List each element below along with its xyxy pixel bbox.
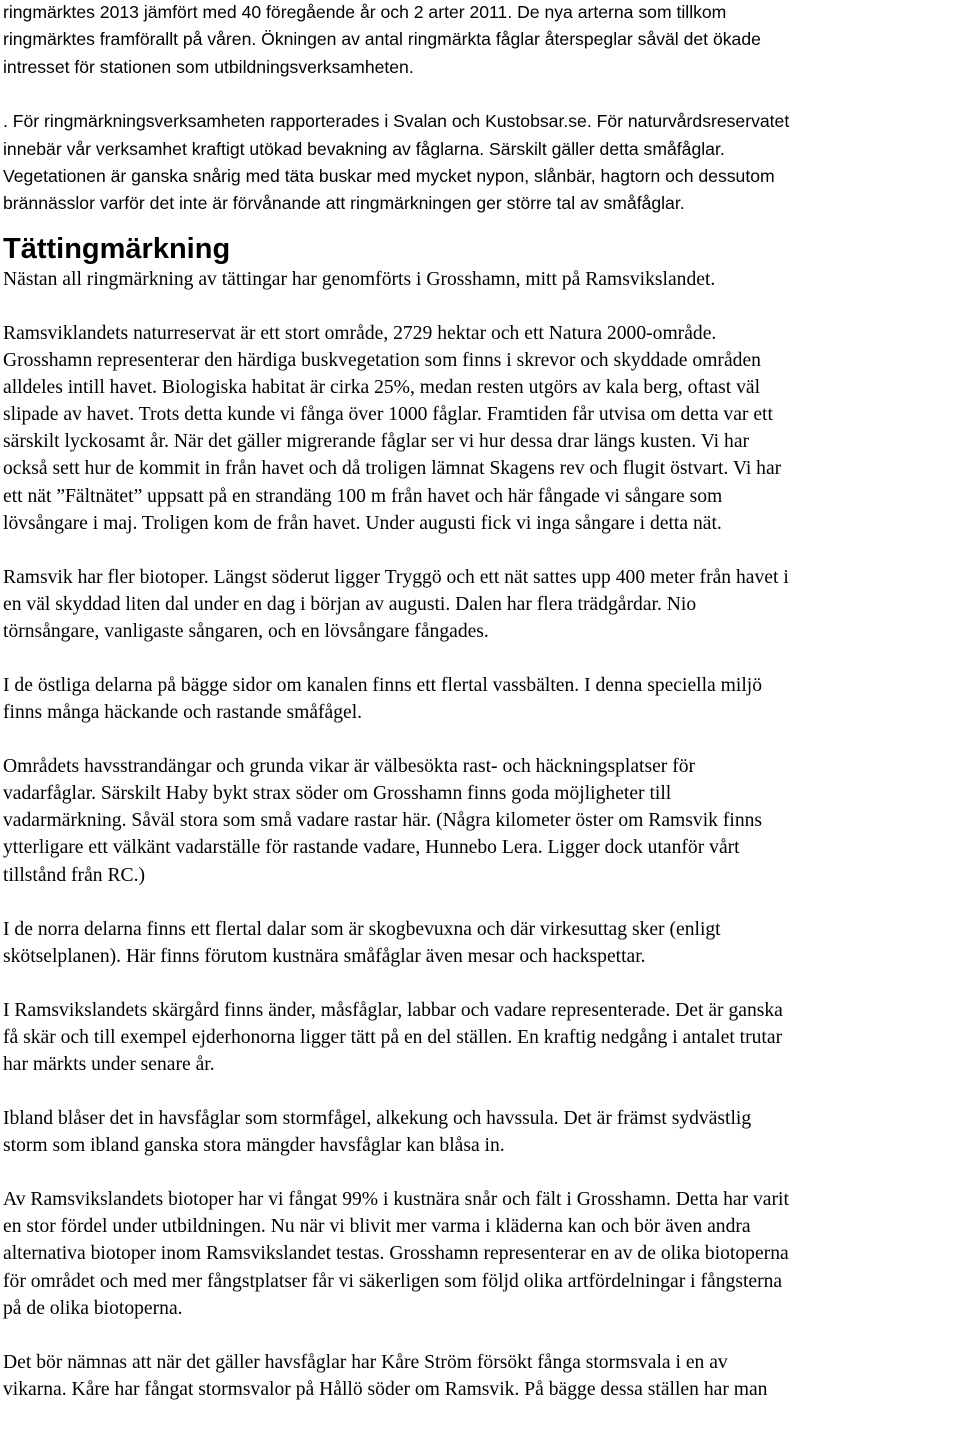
paragraph-reeds <box>3 672 957 726</box>
text-line: I de norra delarna finns ett flertal dalar som är skogbevuxna och där virkesuttag sker (enligt <box>3 918 721 940</box>
text-line: finns många häckande och rastande småfågel. <box>3 702 363 724</box>
reporting-paragraph <box>3 108 957 218</box>
text-line: Ibland blåser det in havsfåglar som stormfågel, alkekung och havssula. Det är främst sydvästlig <box>3 1108 752 1130</box>
section-heading: Tättingmärkning <box>3 232 231 265</box>
text-line: törnsångare, vanligaste sångaren, och en lövsångare fångades. <box>3 620 489 642</box>
text-line: alternativa biotoper inom Ramsvikslandet testas. Grosshamn representerar en av de olika biotoperna <box>3 1243 789 1265</box>
paragraph-catch-share <box>3 1186 957 1321</box>
text-line: intresset för stationen som utbildningsverksamheten. <box>3 56 414 77</box>
text-line: Grosshamn representerar den härdiga buskvegetation som finns i skrevor och skyddade områden <box>3 350 761 372</box>
paragraph-grosshamn <box>3 320 957 537</box>
text-line: Ramsvik har fler biotoper. Längst söderut ligger Tryggö och ett nät sattes upp 400 meter från havet i <box>3 566 789 588</box>
text-line: alldeles intill havet. Biologiska habitat är cirka 25%, medan resten utgörs av kala berg, oftast väl <box>3 377 761 399</box>
paragraph-biotopes <box>3 564 957 645</box>
text-line: slipade av havet. Trots detta kunde vi fånga över 1000 fåglar. Framtiden får utvisa om detta var ett <box>3 404 773 426</box>
text-line: en väl skyddad liten dal under en dag i början av augusti. Dalen har flera trädgårdar. Nio <box>3 593 697 615</box>
text-line: innebär vår verksamhet kraftigt utökad bevakning av fåglarna. Särskilt gäller detta småfåglar. <box>3 138 725 159</box>
text-line: få skär och till exempel ejderhonorna ligger tätt på en del ställen. En kraftig nedgång i antalet trutar <box>3 1026 783 1048</box>
text-line: vadarfåglar. Särskilt Haby bykt strax söder om Grosshamn finns goda möjligheter till <box>3 783 672 805</box>
text-line: ett nät ”Fältnätet” uppsatt på en strandäng 100 m från havet och här fångade vi sångare som <box>3 485 723 507</box>
text-line: Vegetationen är ganska snårig med täta buskar med mycket nypon, slånbär, hagtorn och dessutom <box>3 166 775 187</box>
text-line: Av Ramsvikslandets biotoper har vi fångat 99% i kustnära snår och fält i Grosshamn. Detta har varit <box>3 1189 789 1211</box>
text-line: Det bör nämnas att när det gäller havsfåglar har Kåre Ström försökt fånga stormsvala i en av <box>3 1351 728 1373</box>
paragraph-waders <box>3 753 957 888</box>
text-line: ringmärktes 2013 jämfört med 40 föregående år och 2 arter 2011. De nya arterna som tillkom <box>3 2 727 22</box>
text-line: en stor fördel under utbildningen. Nu när vi blivit mer varma i kläderna kan och bör även andra <box>3 1216 751 1238</box>
text-line: också sett hur de kommit in från havet och då troligen lämnat Skagens rev och flugit östvart. Vi har <box>3 458 782 480</box>
text-line: I Ramsvikslandets skärgård finns änder, måsfåglar, labbar och vadare representerade. Det är ganska <box>3 999 783 1021</box>
text-line: ringmärktes framförallt på våren. Ökningen av antal ringmärkta fåglar återspeglar såväl det ökade <box>3 29 761 50</box>
text-line: på de olika biotoperna. <box>3 1297 183 1319</box>
text-line: I de östliga delarna på bägge sidor om kanalen finns ett flertal vassbälten. I denna speciella miljö <box>3 674 762 696</box>
paragraph-archipelago <box>3 997 957 1078</box>
text-line: brännässlor varför det inte är förvånande att ringmärkningen ger större tal av småfåglar. <box>3 193 685 214</box>
text-line: tillstånd från RC.) <box>3 864 146 886</box>
text-line: Nästan all ringmärkning av tättingar har genomförts i Grosshamn, mitt på Ramsvikslandet. <box>3 268 716 290</box>
text-line: lövsångare i maj. Troligen kom de från havet. Under augusti fick vi inga sångare i detta nät. <box>3 512 722 534</box>
text-line: storm som ibland ganska stora mängder havsfåglar kan blåsa in. <box>3 1135 505 1157</box>
text-line: särskilt lyckosamt år. När det gäller migrerande fåglar ser vi hur dessa drar längs kusten. Vi har <box>3 431 750 453</box>
text-line: Områdets havsstrandängar och grunda vikar är välbesökta rast- och häckningsplatser för <box>3 756 696 778</box>
text-line: Ramsviklandets naturreservat är ett stort område, 2729 hektar och ett Natura 2000-område. <box>3 322 717 344</box>
section-intro-line <box>3 266 957 293</box>
text-line: vikarna. Kåre har fångat stormsvalor på Hållö söder om Ramsvik. På bägge dessa ställen har man <box>3 1378 768 1400</box>
paragraph-storm-petrel <box>3 1349 957 1403</box>
document-page <box>3 0 957 1403</box>
text-line: vadarmärkning. Såväl stora som små vadare rastar här. (Några kilometer öster om Ramsvik finns <box>3 810 763 832</box>
intro-paragraph <box>3 0 957 81</box>
paragraph-north <box>3 916 957 970</box>
text-line: skötselplanen). Här finns förutom kustnära småfåglar även mesar och hackspettar. <box>3 945 646 967</box>
text-line: för området och med mer fångstplatser får vi säkerligen som följd olika artfördelningar i fångsterna <box>3 1270 783 1292</box>
paragraph-seabirds <box>3 1105 957 1159</box>
text-line: ytterligare ett välkänt vadarställe för rastande vadare, Hunnebo Lera. Ligger dock utanför vårt <box>3 837 740 859</box>
text-line: . För ringmärkningsverksamheten rapporterades i Svalan och Kustobsar.se. För naturvårdsreservatet <box>3 111 790 132</box>
text-line: har märkts under senare år. <box>3 1054 215 1075</box>
